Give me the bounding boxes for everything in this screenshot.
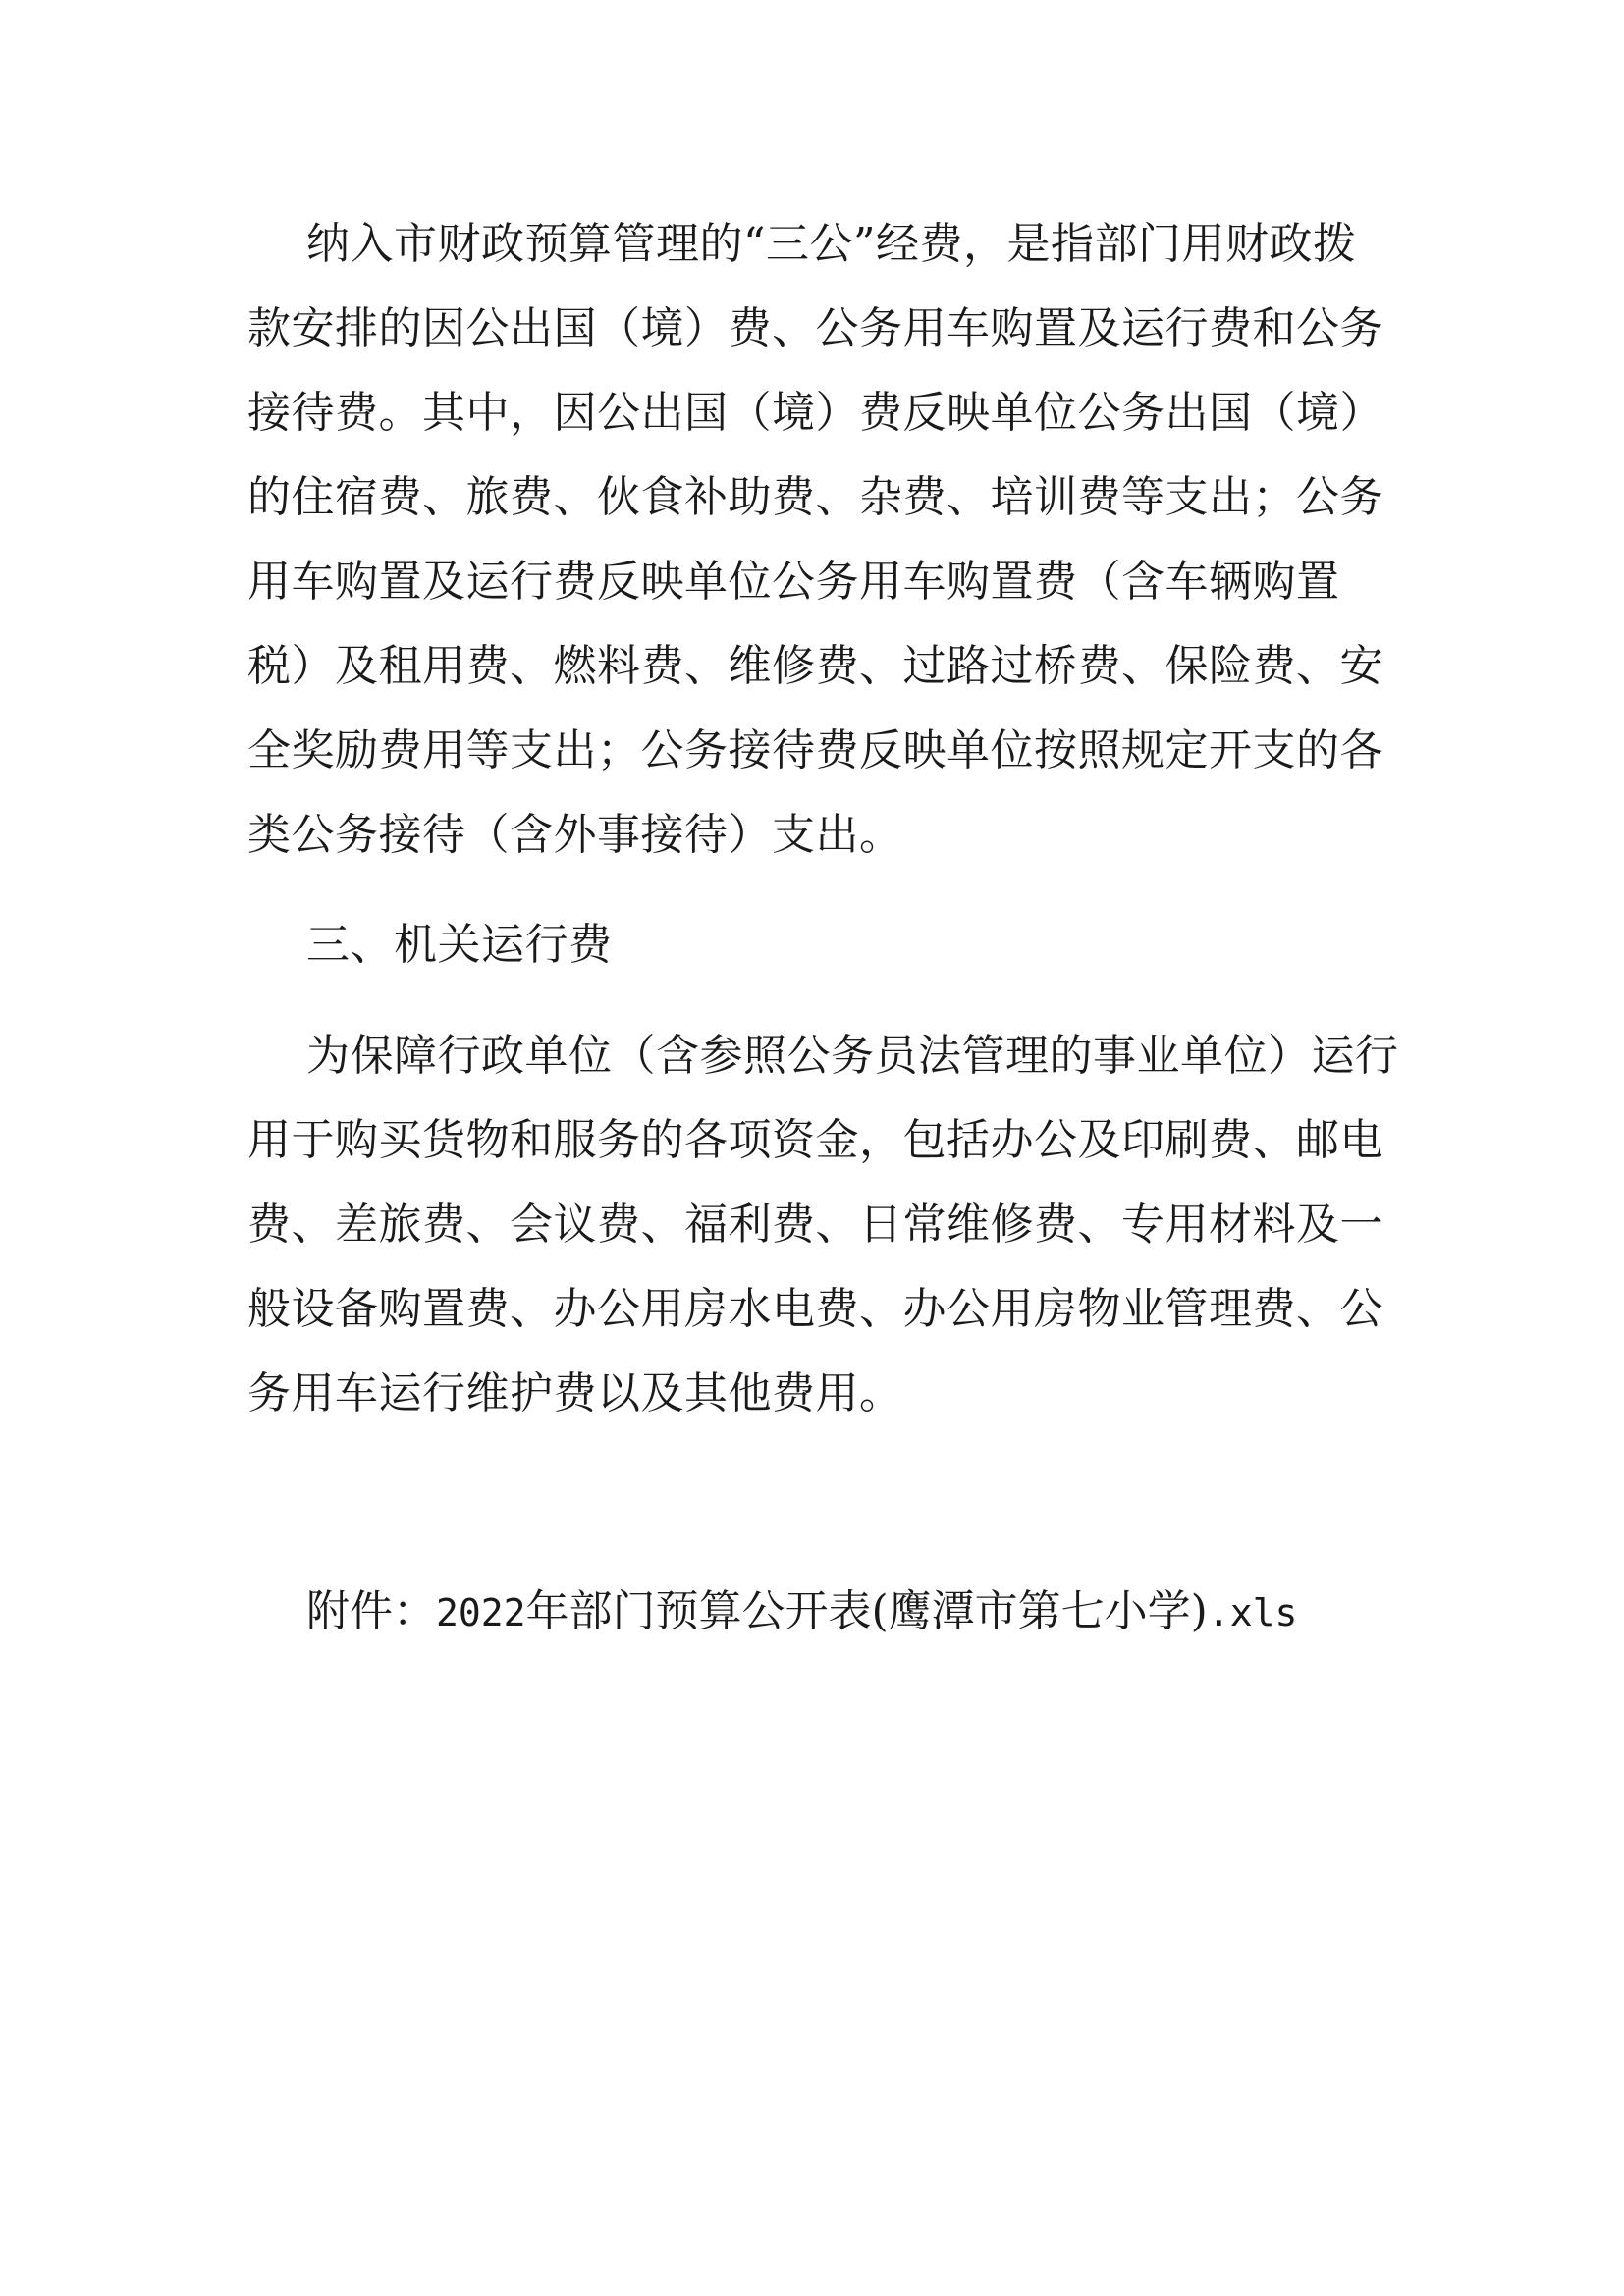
paragraph-line: 全奖励费用等支出；公务接待费反映单位按照规定开支的各 bbox=[247, 725, 1383, 775]
attachment-label: 附件： bbox=[306, 1586, 436, 1636]
section-heading: 三、机关运行费 bbox=[306, 920, 613, 970]
paragraph-line: 用于购买货物和服务的各项资金，包括办公及印刷费、邮电 bbox=[247, 1115, 1383, 1165]
attachment-title: 年部门预算公开表(鹰潭市第七小学) bbox=[525, 1586, 1208, 1636]
paragraph-line: 类公务接待（含外事接待）支出。 bbox=[247, 810, 903, 860]
attachment-extension: .xls bbox=[1207, 1591, 1298, 1634]
paragraph-line: 用车购置及运行费反映单位公务用车购置费（含车辆购置 bbox=[247, 557, 1340, 607]
paragraph-line: 费、差旅费、会议费、福利费、日常维修费、专用材料及一 bbox=[247, 1200, 1383, 1250]
paragraph-line: 接待费。其中，因公出国（境）费反映单位公务出国（境） bbox=[247, 388, 1383, 438]
paragraph-line: 为保障行政单位（含参照公务员法管理的事业单位）运行 bbox=[306, 1031, 1399, 1081]
paragraph-line: 纳入市财政预算管理的“三公”经费，是指部门用财政拨 bbox=[306, 219, 1357, 269]
paragraph-line: 的住宿费、旅费、伙食补助费、杂费、培训费等支出；公务 bbox=[247, 472, 1383, 522]
paragraph-line: 务用车运行维护费以及其他费用。 bbox=[247, 1368, 903, 1418]
paragraph-line: 般设备购置费、办公用房水电费、办公用房物业管理费、公 bbox=[247, 1284, 1383, 1334]
paragraph-line: 款安排的因公出国（境）费、公务用车购置及运行费和公务 bbox=[247, 303, 1383, 353]
paragraph-line: 税）及租用费、燃料费、维修费、过路过桥费、保险费、安 bbox=[247, 641, 1383, 691]
attachment-year: 2022 bbox=[436, 1591, 526, 1634]
attachment-link[interactable] bbox=[306, 1582, 1297, 1642]
